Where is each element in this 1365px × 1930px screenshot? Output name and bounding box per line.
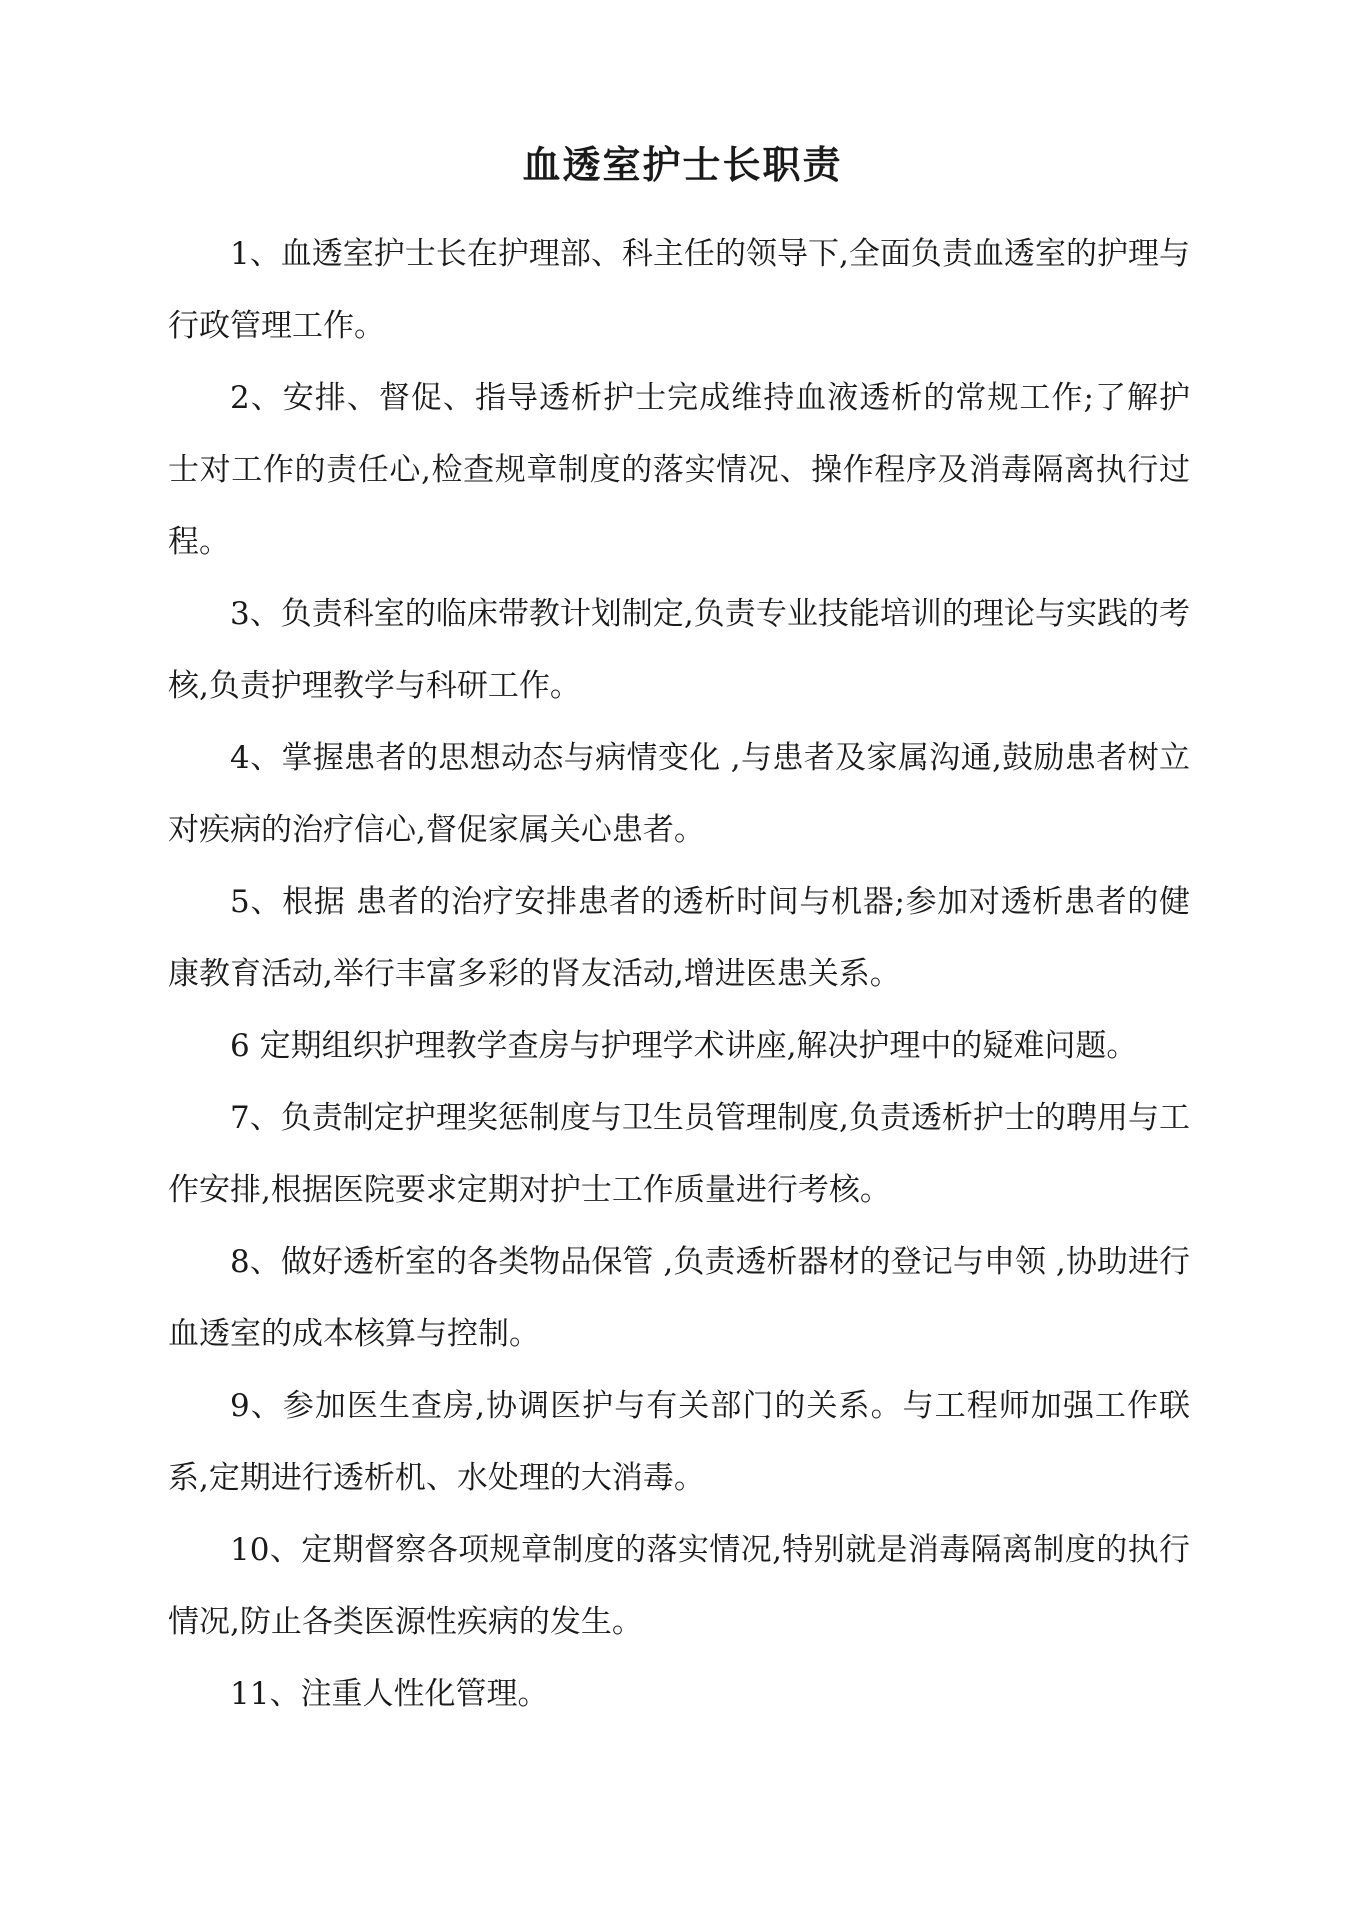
duty-item-2: 2、安排、督促、指导透析护士完成维持血液透析的常规工作;了解护士对工作的责任心,检查规章制度的落实情况、操作程序及消毒隔离执行过程。 bbox=[168, 380, 1190, 560]
duty-item-5: 5、根据 患者的治疗安排患者的透析时间与机器;参加对透析患者的健康教育活动,举行丰富多彩的肾友活动,增进医患关系。 bbox=[168, 884, 1190, 992]
duty-item-11: 11、注重人性化管理。 bbox=[230, 1676, 549, 1712]
duty-item-7: 7、负责制定护理奖惩制度与卫生员管理制度,负责透析护士的聘用与工作安排,根据医院要求定期对护士工作质量进行考核。 bbox=[168, 1100, 1190, 1208]
duty-item-3: 3、负责科室的临床带教计划制定,负责专业技能培训的理论与实践的考核,负责护理教学与科研工作。 bbox=[168, 596, 1190, 704]
duty-item-4: 4、掌握患者的思想动态与病情变化 ,与患者及家属沟通,鼓励患者树立对疾病的治疗信心,督促家属关心患者。 bbox=[168, 740, 1190, 848]
duty-item-8: 8、做好透析室的各类物品保管 ,负责透析器材的登记与申领 ,协助进行血透室的成本核算与控制。 bbox=[168, 1244, 1190, 1352]
duty-item-1: 1、血透室护士长在护理部、科主任的领导下,全面负责血透室的护理与行政管理工作。 bbox=[168, 236, 1190, 344]
duty-item-9: 9、参加医生查房,协调医护与有关部门的关系。与工程师加强工作联系,定期进行透析机、水处理的大消毒。 bbox=[168, 1388, 1190, 1496]
duty-item-6: 6 定期组织护理教学查房与护理学术讲座,解决护理中的疑难问题。 bbox=[230, 1028, 1138, 1064]
document-body bbox=[168, 218, 1190, 1730]
document-title: 血透室护士长职责 bbox=[522, 142, 843, 187]
duty-item-10: 10、定期督察各项规章制度的落实情况,特别就是消毒隔离制度的执行情况,防止各类医源性疾病的发生。 bbox=[168, 1532, 1190, 1640]
